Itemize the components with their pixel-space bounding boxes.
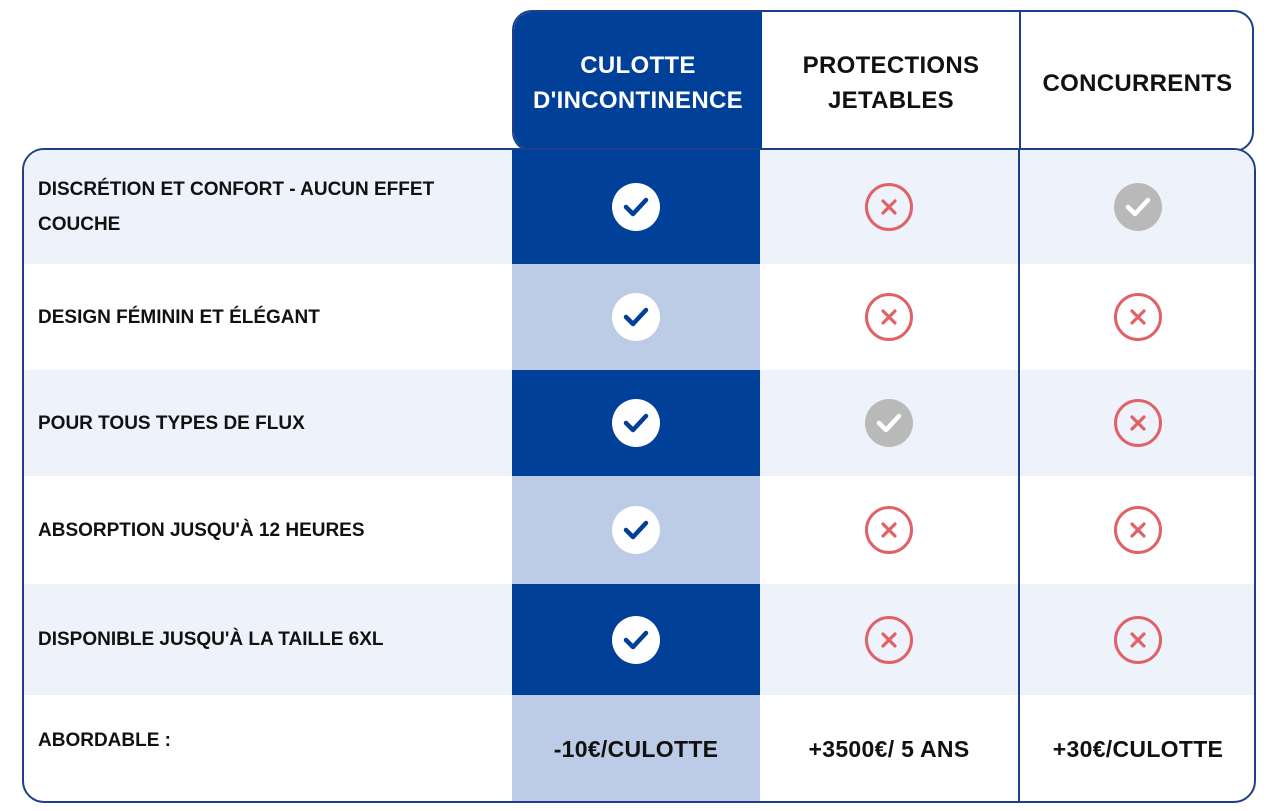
column-header-culotte (514, 12, 762, 152)
cell-concurrents (1020, 695, 1256, 803)
cross-icon (1114, 293, 1162, 341)
cross-icon (865, 616, 913, 664)
cell-culotte (512, 476, 760, 584)
cross-icon (865, 506, 913, 554)
column-header-protections-line2: JETABLES (828, 87, 954, 114)
column-header-culotte-line2: D'INCONTINENCE (533, 87, 743, 114)
row-label-line: DESIGN FÉMININ ET ÉLÉGANT (38, 306, 320, 328)
comparison-table (22, 148, 1256, 803)
row-label-line: POUR TOUS TYPES DE FLUX (38, 412, 305, 434)
table-row-price (24, 695, 1256, 803)
price-concurrents: +30€/CULOTTE (1052, 735, 1224, 762)
cross-icon (865, 293, 913, 341)
row-label (38, 476, 498, 584)
cross-icon (865, 183, 913, 231)
cell-concurrents (1020, 584, 1256, 695)
column-header-protections (762, 12, 1020, 152)
table-row (24, 476, 1256, 584)
cell-concurrents (1020, 476, 1256, 584)
cell-protections (760, 695, 1018, 803)
cell-culotte (512, 370, 760, 476)
check-icon (612, 506, 660, 554)
row-label-line: ABSORPTION JUSQU'À 12 HEURES (38, 519, 365, 541)
cell-protections (760, 150, 1018, 264)
cell-protections (760, 584, 1018, 695)
cell-culotte (512, 584, 760, 695)
check-icon (612, 293, 660, 341)
cell-protections (760, 264, 1018, 370)
row-label (38, 584, 498, 695)
check-icon (612, 183, 660, 231)
cell-culotte (512, 264, 760, 370)
cross-icon (1114, 399, 1162, 447)
cell-concurrents (1020, 370, 1256, 476)
column-header-concurrents-line1: CONCURRENTS (1042, 69, 1233, 97)
cell-concurrents (1020, 264, 1256, 370)
check-gray-icon (865, 399, 913, 447)
column-header-protections-line1: PROTECTIONS (802, 52, 980, 79)
check-icon (612, 616, 660, 664)
row-label (38, 370, 498, 476)
row-label (38, 264, 498, 370)
price-culotte: -10€/CULOTTE (553, 735, 719, 762)
check-gray-icon (1114, 183, 1162, 231)
row-label (38, 695, 498, 803)
column-divider (1018, 150, 1020, 801)
row-label-line: DISCRÉTION ET CONFORT - AUCUN EFFET (38, 179, 435, 200)
cell-protections (760, 370, 1018, 476)
table-row (24, 370, 1256, 476)
cell-protections (760, 476, 1018, 584)
price-protections: +3500€/ 5 ANS (808, 735, 970, 762)
table-row (24, 584, 1256, 695)
check-icon (612, 399, 660, 447)
table-row (24, 150, 1256, 264)
column-header-concurrents (1021, 12, 1254, 152)
row-label-line: ABORDABLE : (38, 730, 171, 751)
comparison-header (512, 10, 1254, 152)
row-label-line: DISPONIBLE JUSQU'À LA TAILLE 6XL (38, 629, 384, 650)
cell-concurrents (1020, 150, 1256, 264)
column-header-culotte-line1: CULOTTE (580, 52, 696, 79)
table-row (24, 264, 1256, 370)
row-label-line: COUCHE (38, 214, 121, 235)
cross-icon (1114, 616, 1162, 664)
row-label (38, 150, 498, 264)
cell-culotte (512, 150, 760, 264)
cross-icon (1114, 506, 1162, 554)
cell-culotte (512, 695, 760, 803)
